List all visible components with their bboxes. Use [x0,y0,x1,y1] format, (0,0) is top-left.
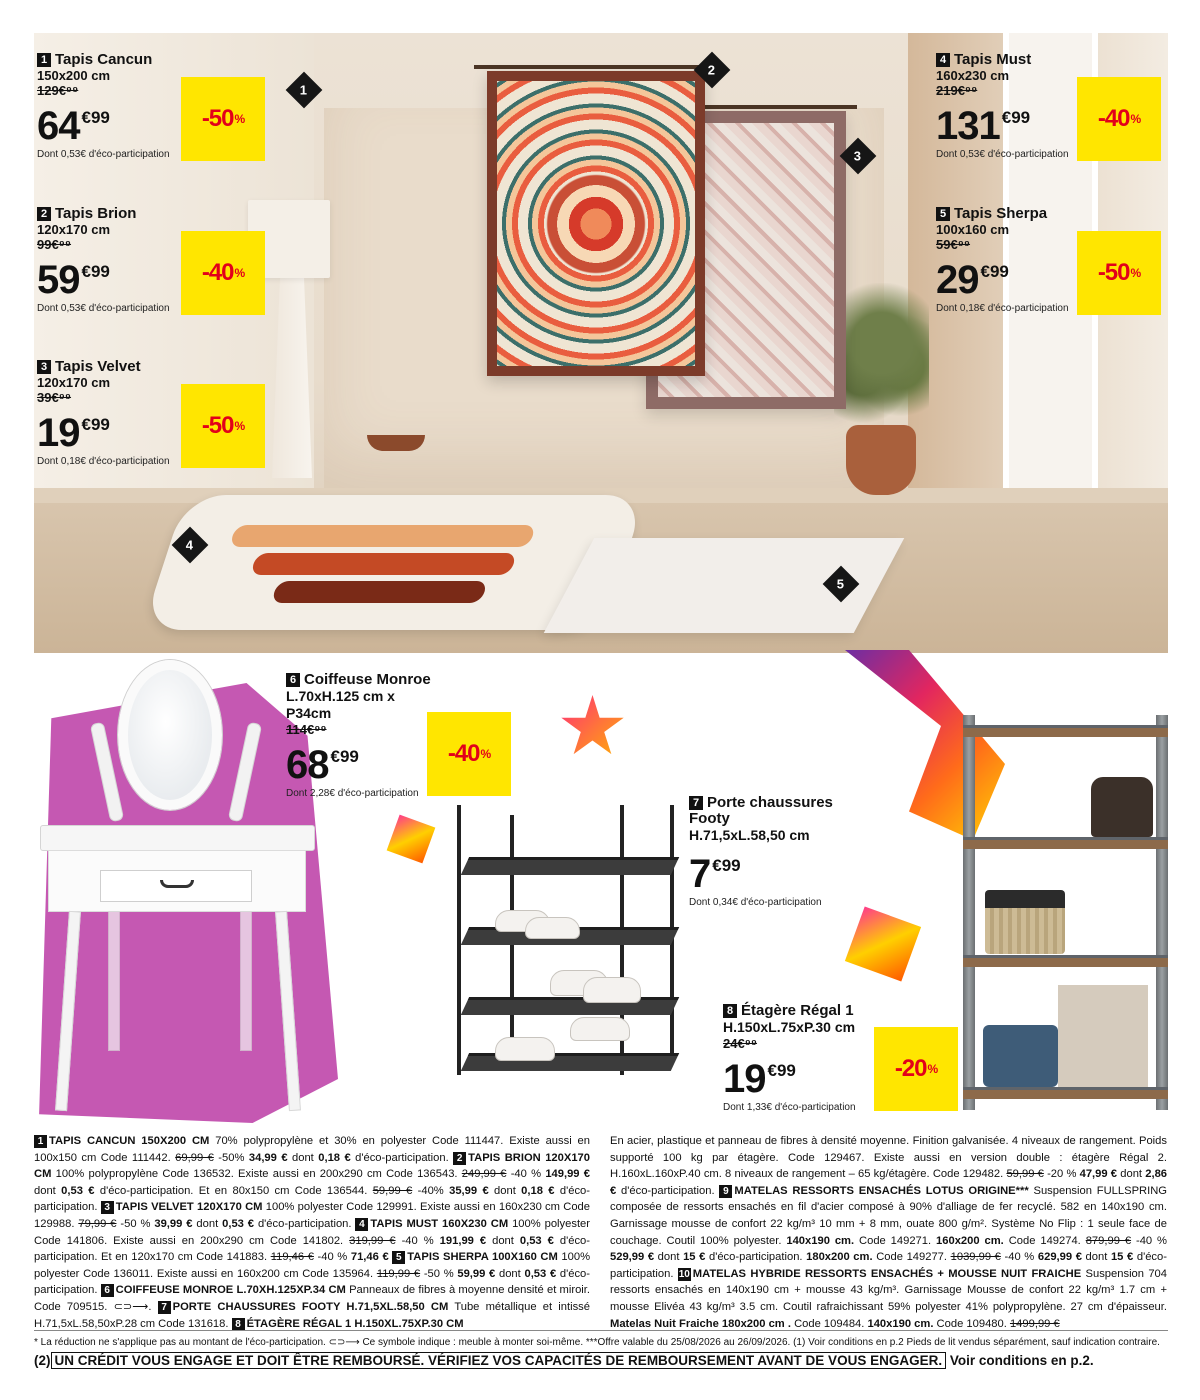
eco-participation: Dont 0,18€ d'éco-participation [936,303,1069,314]
legal-bold-text: TAPIS MUST 160X230 CM [370,1217,509,1230]
legal-old-price: 1499,99 € [1009,1317,1060,1330]
legal-text-right [610,1133,1167,1332]
eco-participation: Dont 0,53€ d'éco-participation [37,303,170,314]
legal-text: d'éco-participation. [616,1184,720,1197]
legal-text: 70% polypropylène et 30% en polyester Code 111447. Existe aussi en 100x150 cm Code 111442. [34,1135,590,1164]
old-price: 99€⁹⁹ [37,237,72,252]
marker-5: 5 [823,566,860,603]
price: 19 $^{€99}$ [723,1057,796,1101]
price-block-coiffeuse-monroe [286,672,436,801]
legal-text: dont [287,1151,319,1164]
legal-text: -40% [412,1184,450,1197]
legal-text-left [34,1133,590,1332]
legal-text: -50 % [116,1217,155,1230]
legal-bold-text: TAPIS SHERPA 100X160 CM [407,1251,558,1264]
legal-item-number: 3 [101,1201,114,1214]
eco-participation: Dont 1,33€ d'éco-participation [723,1102,856,1113]
legal-bold-text: MATELAS RESSORTS ENSACHÉS LOTUS ORIGINE*** [734,1184,1029,1197]
credit-warning-suffix: Voir conditions en p.2. [946,1353,1094,1368]
legal-item-number: 9 [719,1185,732,1198]
blue-box-image [983,1025,1058,1087]
product-number: 4 [936,53,950,67]
product-name: Tapis Must [954,51,1032,68]
legal-bold-text: 15 € [683,1251,706,1264]
legal-text: dont [488,1184,522,1197]
price: 19 $^{€99}$ [37,411,110,455]
legal-text: dont [34,1184,62,1197]
product-dimensions: L.70xH.125 cm x P34cm [286,688,395,721]
legal-text: Code 149271. [854,1234,937,1247]
product-number: 6 [286,673,300,687]
price: 64 $^{€99}$ [37,104,110,148]
legal-text: Panneaux de fibres à moyenne densité et miroir. Code 709515. [34,1284,590,1313]
product-dimensions: H.150xL.75xP.30 cm [723,1019,856,1035]
rug-2-rod [474,65,718,69]
vanity-leg [240,911,252,1051]
legal-text: 100% polyester Code 129991. Existe aussi en 160x230 cm Code 129988. [34,1201,590,1230]
legal-text: dont [1081,1251,1111,1264]
legal-bold-text: 0,53 € [519,1234,554,1247]
price: 7 $^{€99}$ [689,852,741,896]
old-price: 114€⁹⁹ [286,722,327,737]
legal-bold-text: 34,99 € [248,1151,288,1164]
legal-bold-text: 39,99 € [154,1217,193,1230]
legal-text: d'éco-participation. [34,1184,591,1214]
sneaker-image [495,1037,555,1061]
legal-text: dont [654,1251,684,1264]
legal-bold-text: 0,53 € [524,1267,557,1280]
product-dimensions: 100x160 cm [936,222,1010,237]
legal-bold-text: 59,99 € [457,1267,496,1280]
eco-participation: Dont 0,53€ d'éco-participation [37,149,170,160]
legal-item-number: 5 [392,1251,405,1264]
legal-bold-text: 0,18 € [521,1184,555,1197]
product-dimensions: H.71,5xL.58,50 cm [689,827,810,843]
cube-decoration-icon [387,815,436,864]
shelving-upright [1156,715,1168,1110]
legal-old-price: 59,99 € [372,1184,413,1197]
fabric-cube-image [1058,985,1148,1087]
product-name: Tapis Velvet [55,358,141,375]
eco-participation: Dont 0,53€ d'éco-participation [936,149,1069,160]
product-number: 8 [723,1004,737,1018]
star-decoration-icon [560,695,625,760]
rug-stripe [271,581,488,603]
discount-badge: -40 % [427,712,511,796]
footer-notes: * La réduction ne s'applique pas au montant de l'éco-participation. ⊂⊃⟶ Ce symbole indique : meuble à monter soi-même. ***Offre valable du 25/08/2026 au 26/09/2026. (1) Voir conditions en p.2 Pieds de lit vendus séparément, sauf indication contraire. [34,1337,1160,1348]
legal-item-number: 1 [34,1135,47,1148]
product-name: Tapis Cancun [55,51,153,68]
price: 131 $^{€99}$ [936,104,1031,148]
legal-text: dont [1117,1168,1146,1181]
legal-text: d'éco-participation. Et en 120x170 cm Code 141883. [34,1234,590,1264]
legal-bold-text: 149,99 € [545,1168,590,1181]
discount-badge: -50 % [181,384,265,468]
legal-old-price: 249,99 € [461,1168,507,1181]
legal-bold-text: 140x190 cm. [786,1234,855,1247]
footer-divider [34,1330,1168,1331]
legal-bold-text: 529,99 € [610,1251,655,1264]
sneaker-image [525,917,580,939]
legal-old-price: 69,99 € [175,1151,214,1164]
product-number: 7 [689,796,703,810]
rug-medallion [541,169,651,279]
legal-text: d'éco-participation. [610,1251,1167,1280]
legal-bold-text: TAPIS CANCUN 150X200 CM [49,1135,210,1147]
price-block-porte-chaussures [689,795,839,910]
shoe-rack-image [455,805,678,1075]
shelving-board [963,955,1168,967]
eco-participation: Dont 0,18€ d'éco-participation [37,456,170,467]
legal-bold-text: 0,53 € [61,1184,95,1197]
rack-shelf [461,857,679,875]
legal-bold-text: 15 € [1110,1251,1134,1264]
legal-old-price: 119,46 € [270,1251,314,1264]
legal-bold-text: Matelas Nuit Fraiche 180x200 cm . [610,1317,791,1330]
legal-text: -50% [213,1151,249,1164]
legal-bold-text: 47,99 € [1079,1168,1118,1181]
legal-text: Code 109480. [933,1317,1010,1330]
legal-bold-text: PORTE CHAUSSURES FOOTY H.71,5XL.58,50 CM [172,1300,449,1313]
legal-text: 100% polyester Code 141806. Existe aussi en 200x290 cm Code 141802. [34,1217,591,1247]
rack-shelf [461,1053,679,1071]
legal-bold-text: TAPIS VELVET 120X170 CM [115,1201,263,1214]
old-price: 39€⁹⁹ [37,390,72,405]
legal-item-number: 2 [453,1152,466,1165]
product-name: Tapis Sherpa [954,205,1048,222]
rug-brion-hanging [487,71,705,376]
vanity-leg [108,911,120,1051]
legal-text: Code 109484. [790,1317,868,1330]
credit-warning-boxed: UN CRÉDIT VOUS ENGAGE ET DOIT ÊTRE REMBOURSÉ. VÉRIFIEZ VOS CAPACITÉS DE REMBOURSEMENT AVANT DE VOUS ENGAGER. [51,1352,947,1369]
legal-text: ⊂⊃⟶. [113,1300,158,1313]
legal-text: Tube métallique et intissé H.71,5xL.58,50xP.28 cm Code 131618. [34,1300,590,1330]
price: 59 $^{€99}$ [37,258,110,302]
legal-bold-text: 2,86 € [610,1168,1168,1197]
price-block-tapis-velvet [37,359,182,469]
legal-bold-text: 160x200 cm. [936,1234,1004,1247]
product-name: Tapis Brion [55,205,137,222]
legal-text: dont [192,1217,223,1230]
shelving-board [963,725,1168,737]
legal-item-number: 6 [101,1284,114,1297]
legal-item-number: 10 [678,1268,690,1280]
shelving-board [963,837,1168,849]
eco-participation: Dont 2,28€ d'éco-participation [286,788,419,799]
price-block-tapis-sherpa [936,206,1081,316]
legal-text: -40 % [1131,1234,1167,1247]
sneaker-image [583,977,641,1003]
marker-2: 2 [694,52,731,89]
legal-text: -50 % [420,1267,458,1280]
product-name: Étagère Régal 1 [741,1002,854,1019]
legal-bold-text: 629,99 € [1037,1251,1082,1264]
discount-badge: -50 % [1077,231,1161,315]
vanity-tabletop [40,825,315,851]
legal-bold-text: COIFFEUSE MONROE L.70XH.125XP.34 CM [115,1284,346,1297]
legal-bold-text: 71,46 € [350,1251,389,1264]
legal-text: d'éco-participation. [254,1217,356,1230]
legal-text: Suspension 704 ressorts ensachés en 140x190 cm + mousse 43 kg/m³. Garnissage Mousse de confort 22 kg/m³ 1.7 cm + mousse Elivéa 43 kg/m³ 3.5 cm. Coutil rafraichissant 59% polyester 41% polypropylène. 27 cm d'épaisseur. [610,1267,1167,1313]
legal-text: -40 % [313,1251,351,1264]
legal-text: -40 % [1000,1251,1038,1264]
legal-item-number: 7 [158,1301,171,1314]
bowl [367,435,425,451]
legal-text: -40 % [506,1168,546,1181]
legal-bold-text: 35,99 € [449,1184,489,1197]
legal-bold-text: TAPIS BRION 120X170 CM [34,1151,590,1181]
rack-shelf [461,997,679,1015]
legal-bold-text: ÉTAGÈRE RÉGAL 1 H.150XL.75XP.30 CM [246,1317,464,1330]
discount-badge: -40 % [1077,77,1161,161]
handbag-image [1091,777,1153,837]
legal-bold-text: 180x200 cm. [806,1251,873,1264]
legal-bold-text: 0,53 € [222,1217,255,1230]
legal-text: d'éco-participation. [34,1267,590,1297]
shelving-board [963,1087,1168,1099]
discount-badge: -20 % [874,1027,958,1111]
legal-bold-text: MATELAS HYBRIDE RESSORTS ENSACHÉS + MOUSSE NUIT FRAICHE [692,1267,1082,1280]
marker-4: 4 [172,527,209,564]
drawer-handle-icon [160,880,194,888]
product-number: 1 [37,53,51,67]
legal-old-price: 879,99 € [1085,1234,1132,1247]
product-dimensions: 120x170 cm [37,375,111,390]
legal-old-price: 319,99 € [349,1234,396,1247]
legal-text: dont [495,1267,525,1280]
product-dimensions: 150x200 cm [37,68,111,83]
legal-text: En acier, plastique et panneau de fibres à densité moyenne. Finition galvanisée. 4 niveaux de rangement. Poids supporté 100 kg par étagère. Code 129467. Existe aussi en version double : étagère Régal 2. H.160xL.160xP.40 cm. 8 niveaux de rangement – 65 kg/étagère. Code 129482. [610,1135,1167,1181]
legal-bold-text: 0,18 € [318,1151,351,1164]
storage-basket-image [985,890,1065,954]
marker-3: 3 [840,138,877,175]
price-block-tapis-cancun [37,52,182,162]
legal-text: d'éco-participation. Et en 80x150 cm Code 136544. [94,1184,373,1197]
olive-plant [834,283,929,433]
legal-item-number: 8 [232,1318,245,1331]
price: 68 $^{€99}$ [286,743,359,787]
legal-old-price: 59,99 € [1006,1168,1044,1181]
legal-bold-text: 191,99 € [439,1234,487,1247]
credit-warning-prefix: (2) [34,1353,51,1368]
legal-text: -20 % [1043,1168,1080,1181]
old-price: 59€⁹⁹ [936,237,971,252]
old-price: 129€⁹⁹ [37,83,79,98]
legal-text: -40 % [395,1234,440,1247]
legal-text: dont [486,1234,520,1247]
cube-decoration-icon [845,906,921,981]
plant-pot [846,425,916,495]
discount-badge: -50 % [181,77,265,161]
rug-stripe [250,553,517,575]
legal-text: d'éco-participation. [350,1151,454,1164]
legal-text: Suspension FULLSPRING composée de ressorts ensachés en fil d'acier composé à 90% d'alliage de fer recyclé. 582 en 140x190 cm. Garnissage mousse de confort 22 kg/m³ 10 mm + 8 mm, ouate 800 g/m². Système No Flip : 1 seule face de couchage. Coutil 100% polyester. [610,1184,1167,1247]
sneaker-image [570,1017,630,1041]
product-number: 2 [37,207,51,221]
eco-participation: Dont 0,34€ d'éco-participation [689,897,822,908]
legal-bold-text: 140x190 cm. [867,1317,934,1330]
price: 29 $^{€99}$ [936,258,1009,302]
legal-old-price: 1039,99 € [950,1251,1001,1264]
credit-warning [34,1352,1168,1370]
product-number: 3 [37,360,51,374]
vanity-mirror [118,660,222,810]
rack-post [457,805,461,1075]
shelving-upright [963,715,975,1110]
product-name: Coiffeuse Monroe [304,671,431,688]
legal-old-price: 119,99 € [376,1267,421,1280]
price-block-tapis-must [936,52,1081,162]
rug-stripe [229,525,536,547]
legal-text: Code 149277. [872,1251,951,1264]
discount-badge: -40 % [181,231,265,315]
product-number: 5 [936,207,950,221]
old-price: 24€⁹⁹ [723,1036,758,1051]
product-dimensions: 120x170 cm [37,222,111,237]
legal-item-number: 4 [355,1218,368,1231]
legal-text: d'éco-participation. [705,1251,807,1264]
old-price: 219€⁹⁹ [936,83,978,98]
product-name: Porte chaussures Footy [689,794,833,827]
legal-text: Code 149274. [1003,1234,1086,1247]
price-block-tapis-brion [37,206,182,316]
legal-text: 100% polyester Code 136011. Existe aussi en 160x200 cm Code 135964. [34,1251,591,1280]
legal-old-price: 79,99 € [78,1217,117,1230]
marker-1: 1 [286,72,323,109]
legal-text: 100% polypropylène Code 136532. Existe aussi en 200x290 cm Code 136543. [51,1168,462,1181]
product-dimensions: 160x230 cm [936,68,1010,83]
shelving-unit-image [963,715,1168,1110]
price-block-etagere-regal [723,1003,873,1115]
